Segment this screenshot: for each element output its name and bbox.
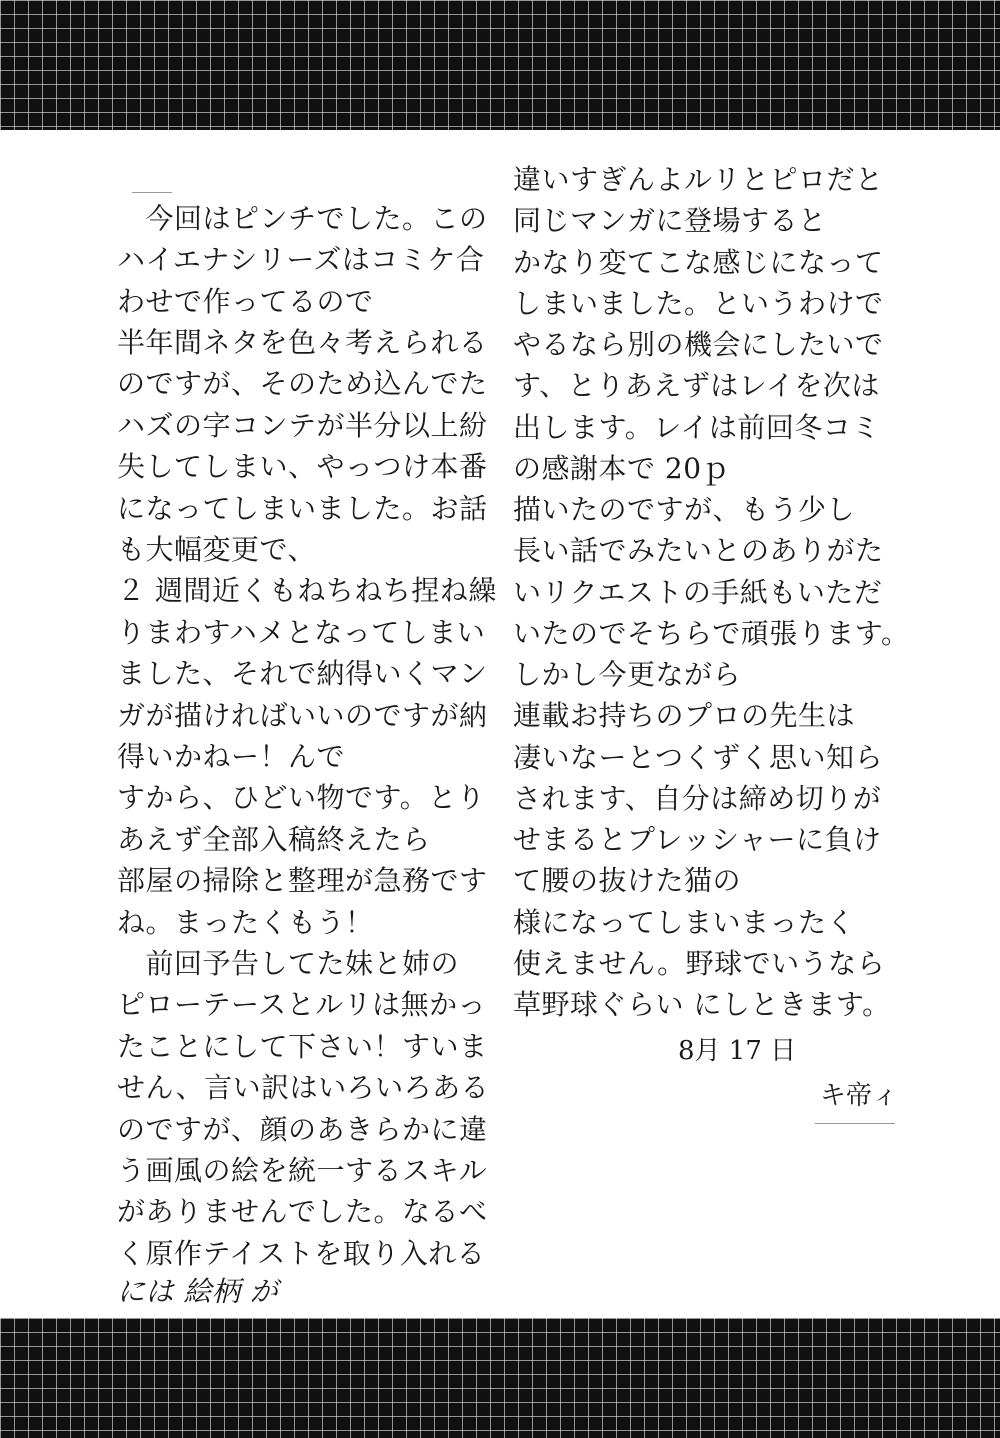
text-line: ガが描ければいいのですが納 bbox=[117, 699, 488, 732]
text-line: わせで作ってるので bbox=[117, 285, 374, 318]
text-line: ました、それで納得いくマン bbox=[117, 657, 488, 690]
text-line: あえず全部入稿終えたら bbox=[117, 823, 431, 856]
text-line: されます、自分は締め切りが bbox=[513, 782, 882, 815]
text-line: ね。まったくもう！ bbox=[117, 906, 374, 939]
text-line: 違いすぎんよルリとピロだと bbox=[513, 163, 884, 196]
text-line: 草野球ぐらい にしときます。 bbox=[513, 988, 891, 1021]
text-line: 今回はピンチでした。この bbox=[117, 202, 488, 235]
text-line: せん、言い訳はいろいろある bbox=[117, 1071, 490, 1104]
text-line: う画風の絵を統一するスキル bbox=[117, 1154, 488, 1187]
text-line: せまるとプレッシャーに負け bbox=[513, 823, 882, 856]
bottom-grid-border bbox=[0, 1318, 1000, 1438]
text-line: 前回予告してた妹と姉の bbox=[117, 947, 460, 980]
right-text-column bbox=[513, 0, 910, 1318]
text-line: も大幅変更で、 bbox=[117, 533, 316, 566]
text-line: て腰の抜けた猫の bbox=[513, 864, 742, 897]
text-line: 連載お持ちのプロの先生は bbox=[513, 699, 856, 732]
date: 8月 17 日 bbox=[678, 1036, 797, 1066]
text-line: 出します。レイは前回冬コミ bbox=[513, 411, 880, 444]
text-line: しかし今更ながら bbox=[513, 658, 742, 691]
text-line: の感謝本で 20ｐ bbox=[513, 452, 731, 485]
text-line: かなり変てこな感じになって bbox=[513, 246, 884, 279]
text-line: 部屋の掃除と整理が急務です bbox=[117, 864, 488, 897]
text-line: りまわすハメとなってしまい bbox=[117, 616, 486, 649]
text-line: ピローテースとルリは無かっ bbox=[117, 988, 487, 1021]
text-line: 描いたのですが、もう少し bbox=[513, 493, 856, 526]
handwritten-text-line: には 絵柄 が bbox=[117, 1275, 279, 1308]
text-line: 半年間ネタを色々考えられる bbox=[117, 326, 488, 359]
text-line: たことにして下さい！すいま bbox=[117, 1030, 488, 1063]
text-line: しまいました。というわけで bbox=[513, 287, 884, 320]
text-line: ２ 週間近くもねちねち捏ね繰 bbox=[117, 574, 497, 607]
text-line: 同じマンガに登場すると bbox=[513, 204, 827, 237]
text-line: く原作テイストを取り入れる bbox=[117, 1237, 486, 1270]
text-line: のですが、顔のあきらかに違 bbox=[117, 1113, 488, 1146]
left-text-column bbox=[117, 0, 497, 1318]
text-line: 様になってしまいまったく bbox=[513, 906, 856, 939]
text-line: がありませんでした。なるべ bbox=[117, 1195, 488, 1228]
text-line: ハズの字コンテが半分以上紛 bbox=[117, 409, 488, 442]
text-line: 使えません。野球でいうなら bbox=[513, 947, 886, 980]
text-line: になってしまいました。お話 bbox=[117, 492, 488, 525]
text-line: ハイエナシリーズはコミケ合 bbox=[117, 243, 485, 276]
text-line: いたのでそちらで頑張ります。 bbox=[513, 617, 910, 650]
text-line: いリクエストの手紙もいただ bbox=[513, 576, 883, 609]
text-line: やるなら別の機会にしたいで bbox=[513, 328, 884, 361]
text-line: 凄いなーとつくずく思い知ら bbox=[513, 741, 883, 774]
author-signature: キ帝ィ bbox=[820, 1081, 899, 1111]
text-line: す、とりあえずはレイを次は bbox=[513, 369, 880, 402]
text-line: すから、ひどい物です。とり bbox=[117, 781, 486, 814]
text-line: のですが、そのため込んでた bbox=[117, 367, 488, 400]
text-line: 長い話でみたいとのありがた bbox=[513, 534, 884, 567]
text-line: 失してしまい、やっつけ本番 bbox=[117, 450, 488, 483]
text-line: 得いかねー！んで bbox=[117, 740, 346, 773]
